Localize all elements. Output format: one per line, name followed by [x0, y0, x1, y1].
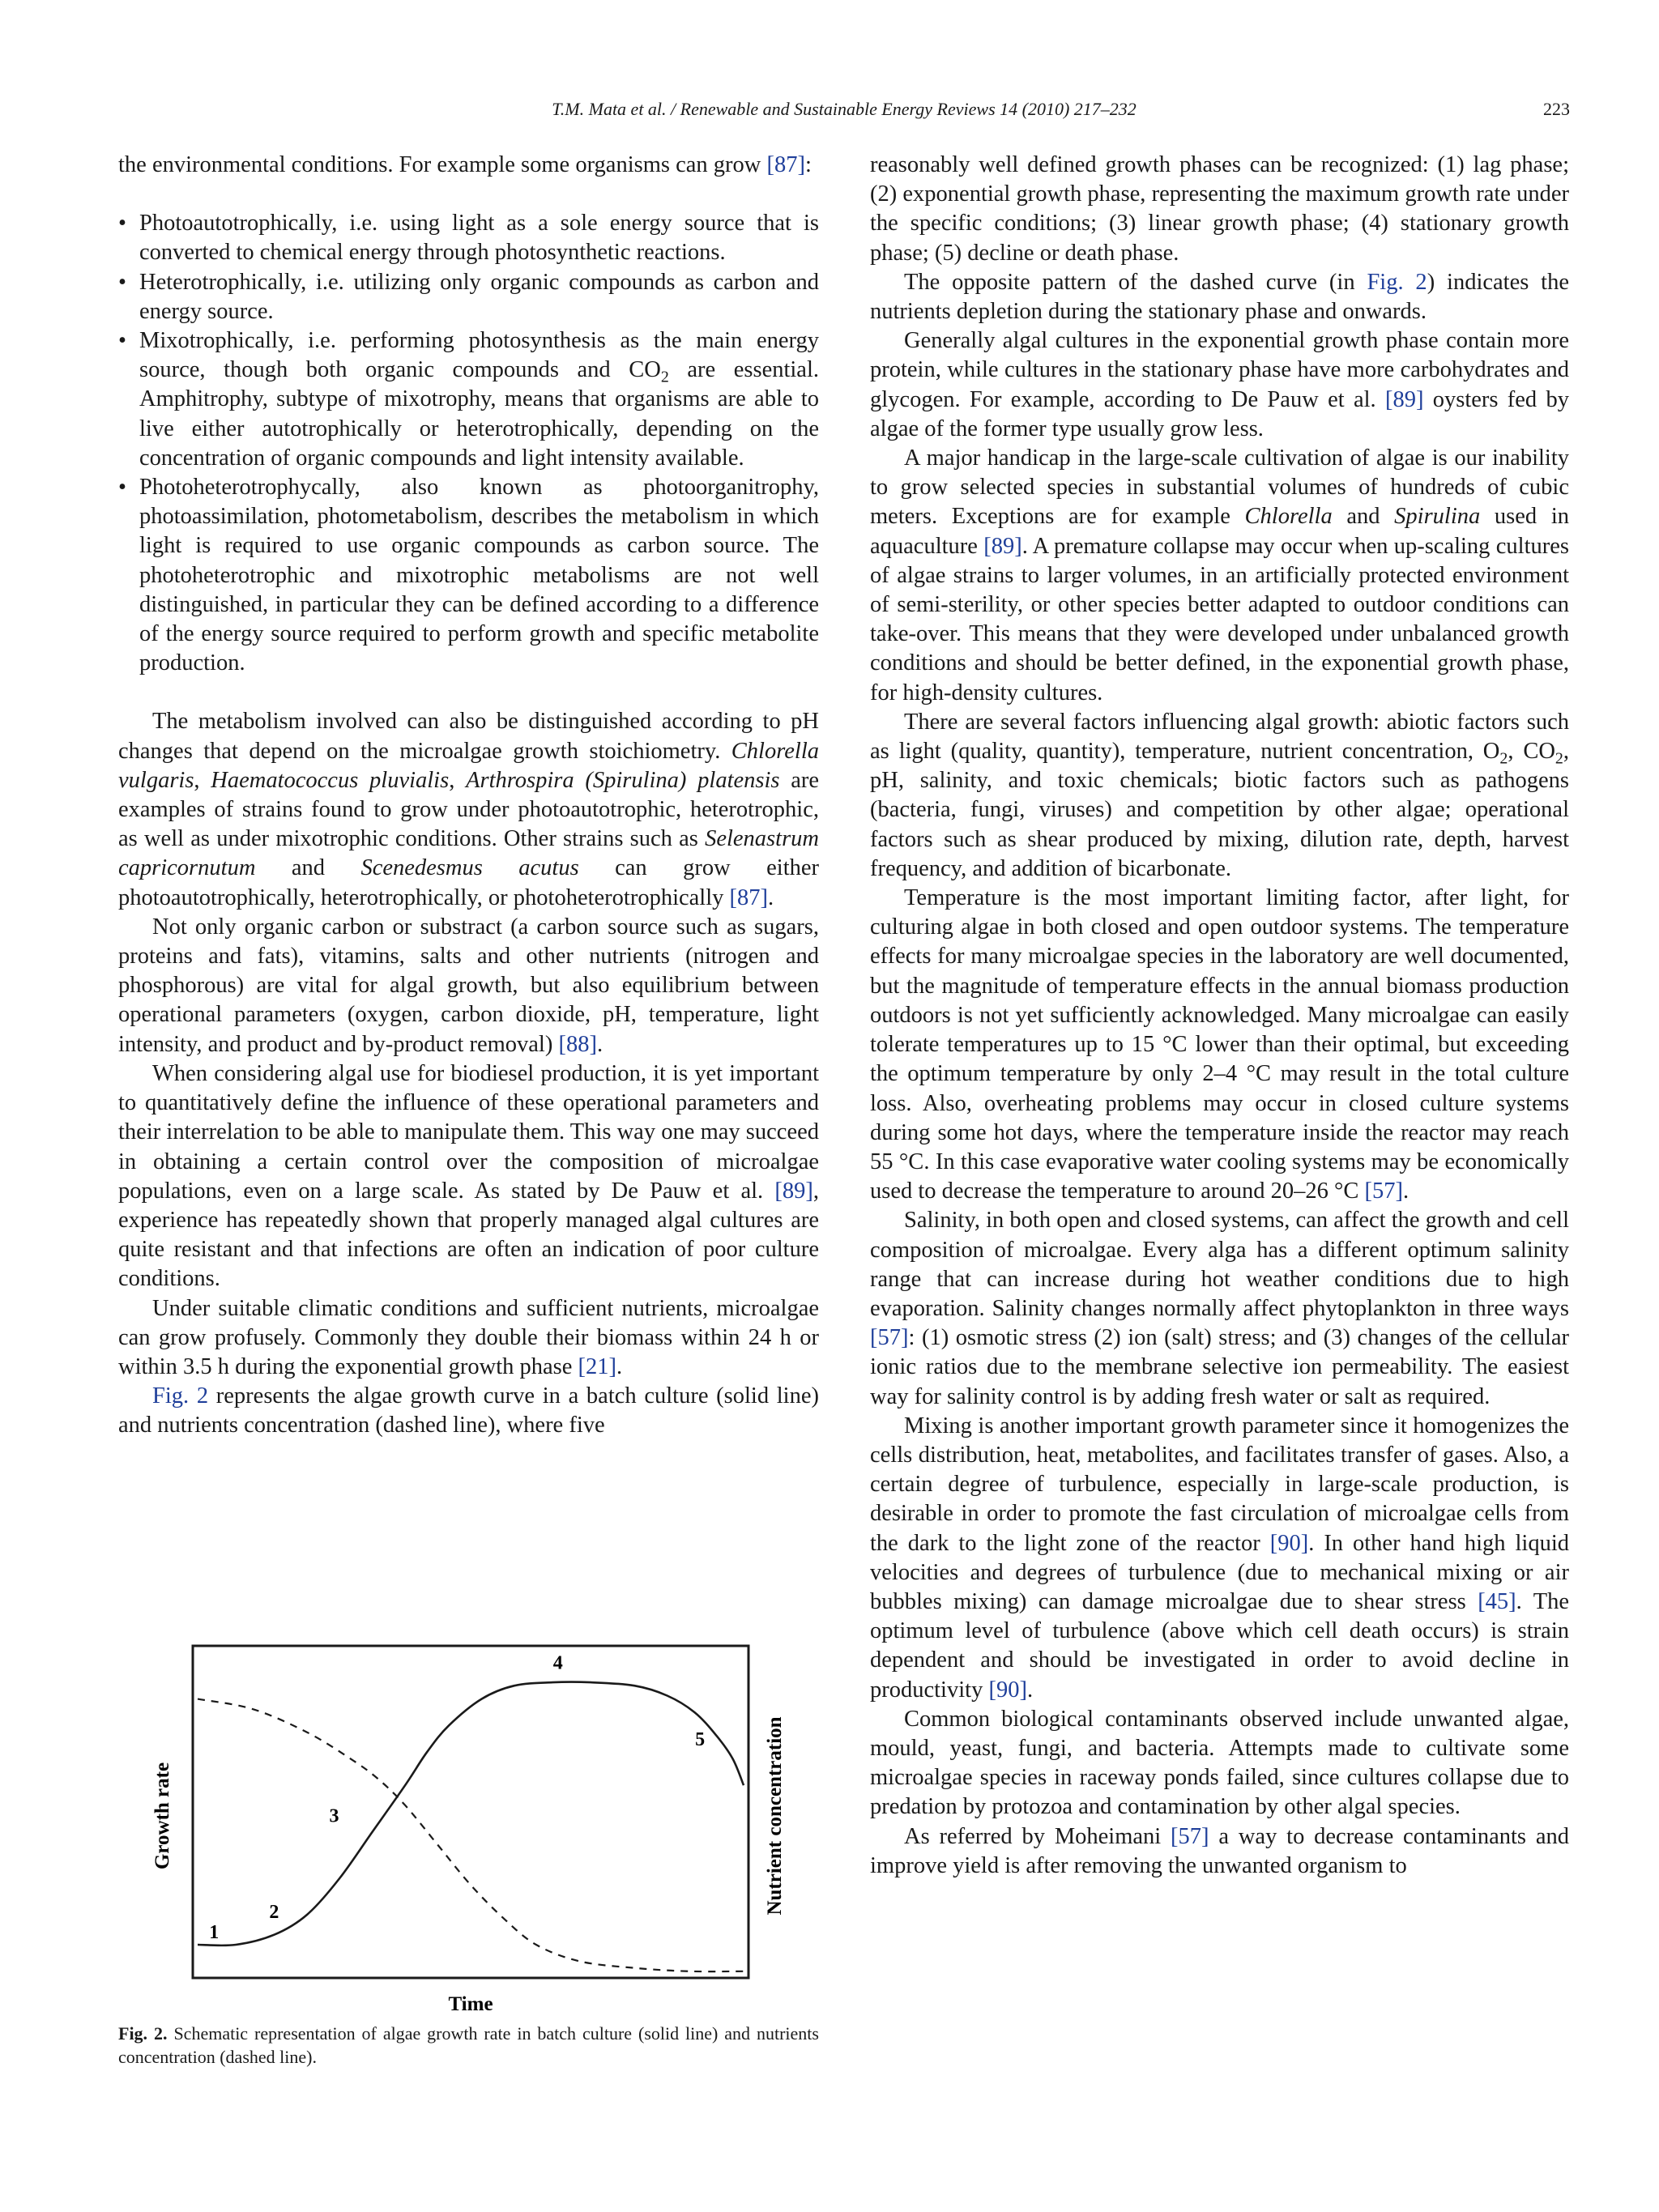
- phase-label-3: 3: [329, 1805, 339, 1827]
- growth-curve-chart: [118, 1628, 819, 2017]
- paragraph: Fig. 2 represents the algae growth curve in a batch culture (solid line) and nutrients concentration (dashed line), where five: [118, 1383, 819, 1438]
- list-item: • Photoheterotrophycally, also known as photoorganitrophy, photoassimilation, photometabolism, describes the metabolism in which light is required to use organic compounds as carbon source. The photoheterotrophic and mixotrophic metabolisms are not well distinguished, in particular they can be defined according to a difference of the energy source required to perform growth and specific metabolite production.: [118, 473, 819, 678]
- reference-link[interactable]: [45]: [1478, 1588, 1516, 1614]
- paragraph: Salinity, in both open and closed systems, can affect the growth and cell composition of microalgae. Every alga has a different optimum salinity range that can increase during hot weather conditions due to high evaporation. Salinity changes normally affect phytoplankton in three ways [57]: (1) osmotic stress (2) ion (salt) stress; and (3) changes of the cellular ionic ratios due to the membrane selective ion permeability. The easiest way for salinity control is by adding fresh water or salt as required.: [870, 1208, 1569, 1409]
- reference-link[interactable]: [57]: [870, 1325, 909, 1351]
- phase-label-4: 4: [552, 1652, 563, 1674]
- reference-link[interactable]: [57]: [1364, 1178, 1403, 1204]
- paragraph: Not only organic carbon or substract (a carbon source such as sugars, proteins and fats), vitamins, salts and other nutrients (nitrogen and phosphorous) are vital for algal growth, but also equilibrium between operational parameters (oxygen, carbon dioxide, pH, temperature, light intensity, and product and by-product removal) [88].: [118, 914, 819, 1057]
- reference-link[interactable]: [57]: [1171, 1823, 1209, 1849]
- y2-axis-label: Nutrient concentration: [764, 1716, 786, 1916]
- paragraph: Generally algal cultures in the exponential growth phase contain more protein, while cultures in the stationary phase have more carbohydrates and glycogen. For example, according to De Pauw et al. [89] oysters fed by algae of the former type usually grow less.: [870, 328, 1569, 441]
- caption-text: Schematic representation of algae growth rate in batch culture (solid line) and nutrients concentration (dashed line).: [118, 2023, 819, 2067]
- figure-2: [118, 1628, 819, 2082]
- left-column: [118, 151, 819, 1441]
- reference-link[interactable]: [89]: [983, 533, 1022, 559]
- figure-link[interactable]: Fig. 2: [1367, 269, 1427, 295]
- paragraph: As referred by Moheimani [57] a way to decrease contaminants and improve yield is after removing the unwanted organism to: [870, 1823, 1569, 1878]
- journal-citation: T.M. Mata et al. / Renewable and Sustainable Energy Reviews 14 (2010) 217–232: [552, 99, 1137, 119]
- paragraph: There are several factors influencing algal growth: abiotic factors such as light (quality, quantity), temperature, nutrient concentration, $O_2$, $CO_2$, pH, salinity, and toxic chemicals; biotic factors such as pathogens (bacteria, fungi, viruses) and competition by other algae; operational factors such as shear produced by mixing, dilution rate, depth, harvest frequency, and addition of bicarbonate.: [870, 709, 1569, 881]
- reference-link[interactable]: [88]: [558, 1031, 597, 1057]
- growth-rate-line: [198, 1682, 744, 1946]
- reference-link[interactable]: [87]: [729, 884, 768, 910]
- figure-caption: [118, 2022, 819, 2069]
- paragraph: Temperature is the most important limiting factor, after light, for culturing algae in both closed and open outdoor systems. The temperature effects for many microalgae species in the laboratory are well documented, but the magnitude of temperature effects in the annual biomass production outdoors is not yet sufficiently acknowledged. Many microalgae can easily tolerate temperatures up to 15 °C lower than their optimal, but exceeding the optimum temperature by only 2–4 °C may result in the total culture loss. Also, overheating problems may occur in closed culture systems during some hot days, where the temperature inside the reactor may reach 55 °C. In this case evaporative water cooling systems may be economically used to decrease the temperature to around 20–26 °C [57].: [870, 885, 1569, 1204]
- caption-label: Fig. 2.: [118, 2023, 168, 2044]
- reference-link[interactable]: [89]: [1384, 386, 1424, 412]
- metabolism-list: [118, 209, 819, 678]
- paragraph: reasonably well defined growth phases can be recognized: (1) lag phase; (2) exponential growth phase, representing the maximum growth rate under the specific conditions; (3) linear growth phase; (4) stationary growth phase; (5) decline or death phase.: [870, 152, 1569, 266]
- reference-link[interactable]: [90]: [988, 1677, 1027, 1703]
- list-item: • Photoautotrophically, i.e. using light as a sole energy source that is converted to chemical energy through photosynthetic reactions.: [118, 209, 819, 267]
- phase-labels: [209, 1653, 705, 1943]
- phase-label-1: 1: [209, 1921, 220, 1943]
- paragraph: The opposite pattern of the dashed curve (in Fig. 2) indicates the nutrients depletion during the stationary phase and onwards.: [870, 269, 1569, 325]
- phase-label-2: 2: [269, 1902, 279, 1924]
- reference-link[interactable]: [90]: [1269, 1530, 1309, 1556]
- list-item: • Mixotrophically, i.e. performing photosynthesis as the main energy source, though both organic compounds and $CO_2$ are essential. Amphitrophy, subtype of mixotrophy, means that organisms are able to live either autotrophically or heterotrophically, depending on the concentration of organic compounds and light intensity available.: [118, 326, 819, 473]
- paragraph: A major handicap in the large-scale cultivation of algae is our inability to grow selected species in substantial volumes of hundreds of cubic meters. Exceptions are for example Chlorella and Spirulina used in aquaculture [89]. A premature collapse may occur when up-scaling cultures of algae strains to larger volumes, in an artificially protected environment of semi-sterility, or other species better adapted to outdoor conditions can take-over. This means that they were developed under unbalanced growth conditions and should be better defined, in the exponential growth phase, for high-density cultures.: [870, 445, 1569, 705]
- paragraph: The metabolism involved can also be distinguished according to pH changes that depend on the microalgae growth stoichiometry. Chlorella vulgaris, Haematococcus pluvialis, Arthrospira (Spirulina) platensis are examples of strains found to grow under photoautotrophic, heterotrophic, as well as under mixotrophic conditions. Other strains such as Selenastrum capricornutum and Scenedesmus acutus can grow either photoautotrophically, heterotrophically, or photoheterotrophically [87].: [118, 709, 820, 910]
- page-number: 223: [1543, 99, 1570, 119]
- paragraph: Under suitable climatic conditions and sufficient nutrients, microalgae can grow profusely. Commonly they double their biomass within 24 h or within 3.5 h during the exponential growth phase [21].: [118, 1295, 819, 1379]
- x-axis-label: Time: [448, 1993, 493, 2015]
- nutrient-concentration-line: [198, 1699, 744, 1972]
- right-column: [870, 151, 1569, 1881]
- y-axis-label: Growth rate: [151, 1762, 173, 1870]
- paragraph: Mixing is another important growth parameter since it homogenizes the cells distribution, heat, metabolites, and facilitates transfer of gases. Also, a certain degree of turbulence, especially in large-scale production, is desirable in order to promote the fast circulation of microalgae cells from the dark to the light zone of the reactor [90]. In other hand high liquid velocities and degrees of turbulence (due to mechanical mixing or air bubbles mixing) can damage microalgae due to shear stress [45]. The optimum level of turbulence (above which cell death occurs) is strain dependent and should be investigated in order to avoid decline in productivity [90].: [870, 1413, 1570, 1703]
- intro-paragraph: the environmental conditions. For example some organisms can grow [87]:: [118, 152, 812, 177]
- running-header: [118, 99, 1570, 125]
- paragraph: Common biological contaminants observed include unwanted algae, mould, yeast, fungi, and bacteria. Attempts made to cultivate some microalgae species in raceway ponds failed, since cultures collapse due to predation by protozoa and contamination by other algal species.: [870, 1706, 1569, 1820]
- reference-link[interactable]: [87]: [766, 152, 805, 177]
- figure-link[interactable]: Fig. 2: [152, 1383, 209, 1409]
- paragraph: When considering algal use for biodiesel production, it is yet important to quantitatively define the influence of these operational parameters and their interrelation to be able to manipulate them. This way one may succeed in obtaining a certain control over the composition of microalgae populations, even on a large scale. As stated by De Pauw et al. [89], experience has repeatedly shown that properly managed algal cultures are quite resistant and that infections are often an indication of poor culture conditions.: [118, 1060, 819, 1292]
- reference-link[interactable]: [21]: [578, 1353, 617, 1379]
- list-item: • Heterotrophically, i.e. utilizing only organic compounds as carbon and energy source.: [118, 268, 819, 326]
- phase-label-5: 5: [695, 1729, 706, 1750]
- reference-link[interactable]: [89]: [774, 1178, 813, 1204]
